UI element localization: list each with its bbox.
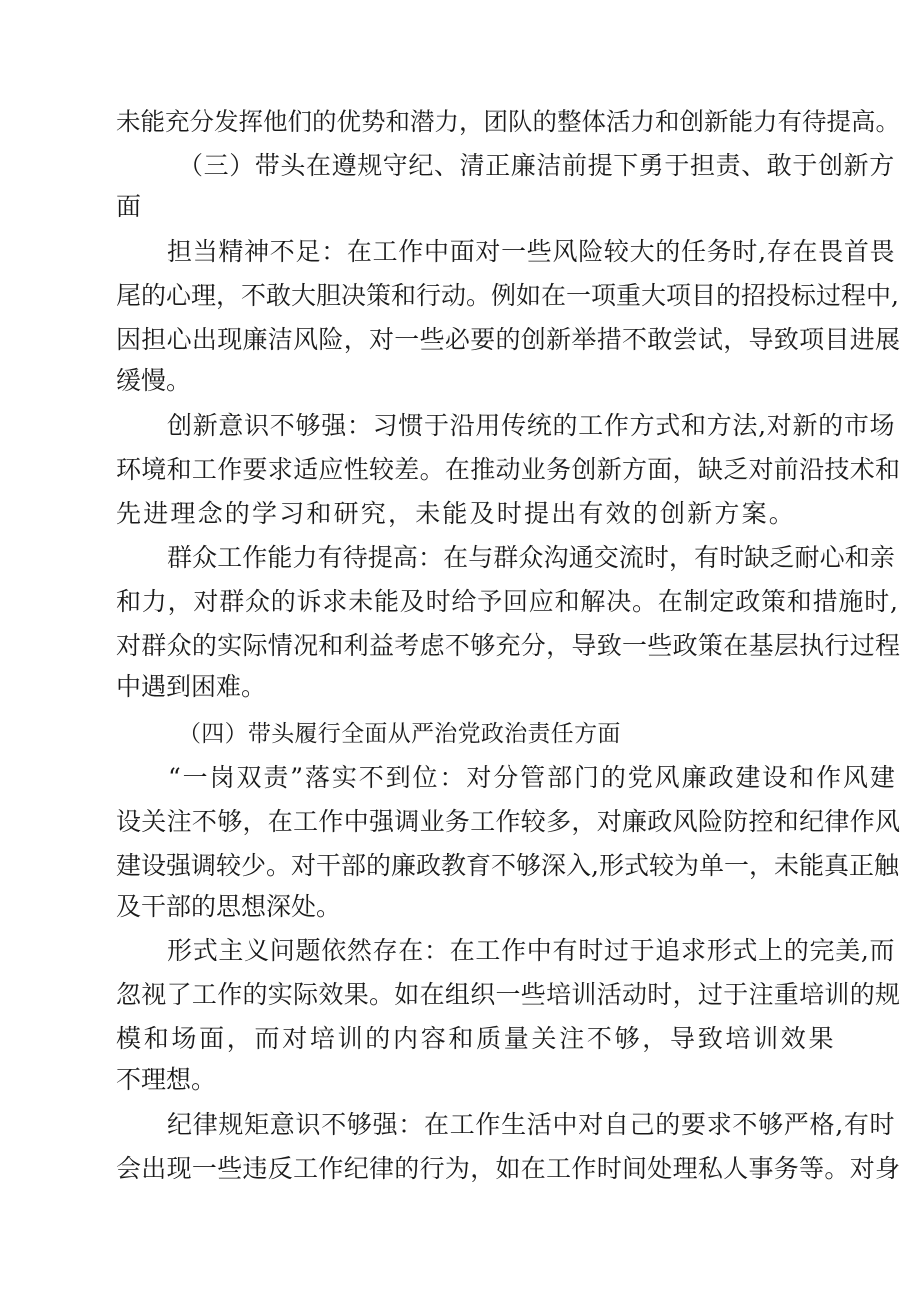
line-text: 面	[116, 192, 142, 221]
text-line	[0, 1019, 920, 1059]
line-text: 设关注不够，在工作中强调业务工作较多，对廉政风险防控和纪律作风	[116, 807, 901, 836]
line-text: 会出现一些违反工作纪律的行为，如在工作时间处理私人事务等。对身	[116, 1154, 901, 1183]
text-line	[0, 667, 920, 707]
line-text: 因担心出现廉洁风险，对一些必要的创新举措不敢尝试，导致项目进展	[116, 325, 901, 354]
text-line	[0, 450, 920, 490]
line-text: 尾的心理，不敢大胆决策和行动。例如在一项重大项目的招投标过程中,	[116, 281, 899, 310]
line-text: 模和场面，而对培训的内容和质量关注不够，导致培训效果	[116, 1024, 837, 1053]
text-line	[0, 582, 920, 622]
line-text: 对群众的实际情况和利益考虑不够充分，导致一些政策在基层执行过程	[116, 631, 901, 660]
text-line	[0, 538, 920, 578]
line-text: 形式主义问题依然存在：在工作中有时过于追求形式上的完美,而	[167, 936, 896, 965]
text-line	[0, 494, 920, 534]
text-line	[0, 931, 920, 971]
text-line	[0, 1105, 920, 1145]
text-line	[0, 102, 920, 142]
section-heading-3-cont	[0, 187, 920, 227]
line-text: 中遇到困难。	[116, 672, 267, 701]
text-line	[0, 846, 920, 886]
line-text: 创新意识不够强：习惯于沿用传统的工作方式和方法,对新的市场	[167, 411, 896, 440]
text-line	[0, 232, 920, 272]
text-line	[0, 626, 920, 666]
text-line	[0, 406, 920, 446]
line-text: 建设强调较少。对干部的廉政教育不够深入,形式较为单一，未能真正触	[116, 851, 899, 880]
line-text: 环境和工作要求适应性较差。在推动业务创新方面，缺乏对前沿技术和	[116, 455, 901, 484]
line-text: 缓慢。	[116, 366, 192, 395]
text-line	[0, 1149, 920, 1189]
line-text: 纪律规矩意识不够强：在工作生活中对自己的要求不够严格,有时	[167, 1110, 896, 1139]
line-text: 担当精神不足：在工作中面对一些风险较大的任务时,存在畏首畏	[167, 237, 896, 266]
line-text: 不理想。	[116, 1065, 217, 1094]
line-text: 和力，对群众的诉求未能及时给予回应和解决。在制定政策和措施时,	[116, 587, 899, 616]
line-text: （四）带头履行全面从严治党政治责任方面	[178, 721, 621, 747]
line-text: 忽视了工作的实际效果。如在组织一些培训活动时，过于注重培训的规	[116, 980, 901, 1009]
line-text: （三）带头在遵规守纪、清正廉洁前提下勇于担责、敢于创新方	[178, 151, 895, 180]
line-text: 群众工作能力有待提高：在与群众沟通交流时，有时缺乏耐心和亲	[167, 543, 895, 572]
text-line	[0, 1060, 920, 1100]
text-line	[0, 320, 920, 360]
text-line	[0, 758, 920, 798]
line-text: “一岗双责”落实不到位：对分管部门的党风廉政建设和作风建	[168, 763, 897, 792]
text-line	[0, 276, 920, 316]
text-line	[0, 887, 920, 927]
line-text: 先进理念的学习和研究，未能及时提出有效的创新方案。	[116, 499, 797, 528]
text-line	[0, 802, 920, 842]
text-line	[0, 975, 920, 1015]
text-line	[0, 361, 920, 401]
section-heading-3	[0, 146, 920, 186]
section-heading-4	[0, 714, 920, 754]
line-text: 及干部的思想深处。	[116, 892, 342, 921]
line-text: 未能充分发挥他们的优势和潜力，团队的整体活力和创新能力有待提高。	[116, 107, 900, 136]
